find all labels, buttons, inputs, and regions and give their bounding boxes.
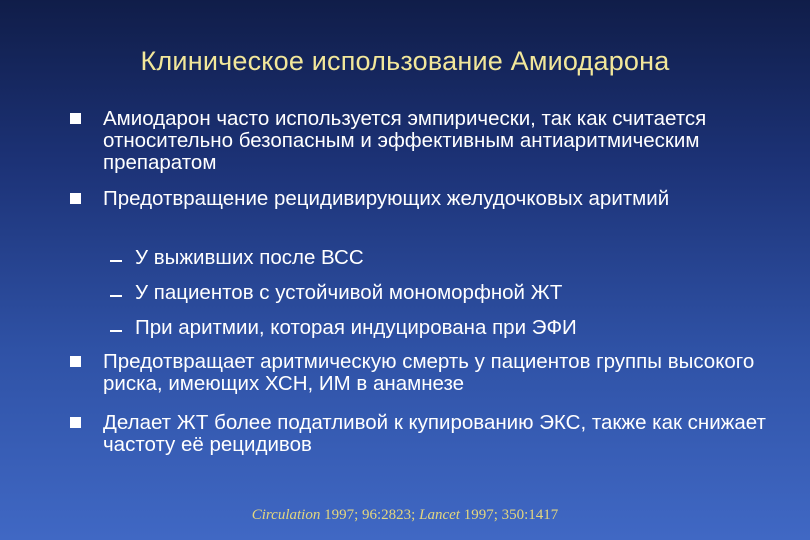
- bullet-square-icon: [70, 113, 81, 124]
- slide-title: Клиническое использование Амиодарона: [140, 46, 670, 76]
- dash-icon: [110, 260, 122, 262]
- sub-item-1: У выживших после ВСС: [135, 246, 364, 269]
- citation-journal-1: Circulation: [251, 507, 321, 523]
- citation-ref-1: 1997; 96:2823;: [320, 507, 420, 523]
- citation-journal-2: Lancet: [419, 507, 460, 523]
- citation: [0, 507, 810, 524]
- citation-ref-2: 1997; 350:1417: [459, 507, 559, 523]
- bullet-item-4: Делает ЖТ более податливой к купированию ЭКС, также как снижает частоту её рецидивов: [103, 411, 766, 456]
- sub-item-2: У пациентов с устойчивой мономорфной ЖТ: [135, 281, 563, 304]
- dash-icon: [110, 295, 122, 297]
- dash-icon: [110, 330, 122, 332]
- bullet-square-icon: [70, 193, 81, 204]
- bullet-item-3: Предотвращает аритмическую смерть у пациентов группы высокого риска, имеющих ХСН, ИМ в анамнезе: [103, 350, 755, 395]
- bullet-item-2: Предотвращение рецидивирующих желудочковых аритмий: [103, 187, 670, 210]
- bullet-square-icon: [70, 356, 81, 367]
- sub-item-3: При аритмии, которая индуцирована при ЭФИ: [135, 316, 577, 339]
- bullet-square-icon: [70, 417, 81, 428]
- bullet-item-1: Амиодарон часто используется эмпирически, так как считается относительно безопасным и эффективным антиаритмическим препаратом: [103, 107, 707, 174]
